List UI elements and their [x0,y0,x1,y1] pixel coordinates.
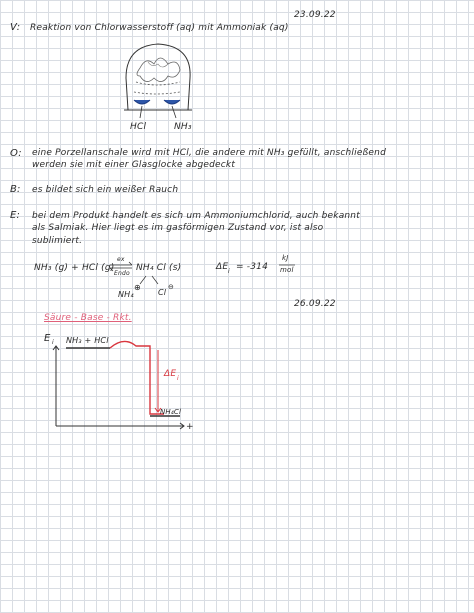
ion-anion: Cl [158,288,167,297]
delta-arrow [155,350,161,412]
section-heading: Säure - Base - Rkt. [44,313,132,323]
sketch-label-nh3: NH₃ [174,122,192,132]
section-e-label: E: [10,210,21,221]
section-e-line3: sublimiert. [32,236,83,246]
diagram-product-label: NH₄Cl [160,408,182,416]
diagram-reactant-label: NH₃ + HCl [66,336,109,345]
energy-unit-top: kJ [282,254,289,262]
equation-arrow-bottom: Endo [114,270,130,277]
reaction-path [110,341,164,414]
equation-arrow-top: ex [117,256,125,263]
ion-anion-charge: ⊖ [168,283,175,291]
diagram-y-sub: i [52,339,54,346]
energy-sub: i [228,268,230,275]
diagram-x-label: + [186,422,194,432]
date-second: 26.09.22 [294,299,336,309]
diagram-delta-label: ΔE [164,369,177,379]
equation-product: NH₄ Cl (s) [136,263,182,273]
date-top: 23.09.22 [294,10,336,20]
section-o-line1: eine Porzellanschale wird mit HCl, die andere mit NH₃ gefüllt, anschließend [32,148,386,158]
sketch-label-hcl: HCl [130,122,147,132]
section-e-line1: bei dem Produkt handelt es sich um Ammoniumchlorid, auch bekannt [32,211,360,221]
section-e-line2: als Salmiak. Hier liegt es im gasförmigen Zustand vor, ist also [32,223,324,233]
ion-cation: NH₄ [118,290,134,299]
section-o-label: O: [10,148,22,159]
section-v-text: Reaktion von Chlorwasserstoff (aq) mit Ammoniak (aq) [30,23,289,33]
equation-reactants: NH₃ (g) + HCl (g) [34,263,115,273]
ion-cation-charge: ⊕ [134,283,141,292]
energy-value: = -314 [236,262,269,272]
section-b-text: es bildet sich ein weißer Rauch [32,185,179,195]
section-b-label: B: [10,184,21,195]
diagram-y-label: E [44,333,51,344]
energy-unit-bottom: mol [280,266,294,274]
section-v-label: V: [10,22,21,33]
section-o-line2: werden sie mit einer Glasglocke abgedeckt [32,160,236,170]
diagram-delta-sub: i [177,375,179,382]
energy-label: ΔE [216,262,229,272]
